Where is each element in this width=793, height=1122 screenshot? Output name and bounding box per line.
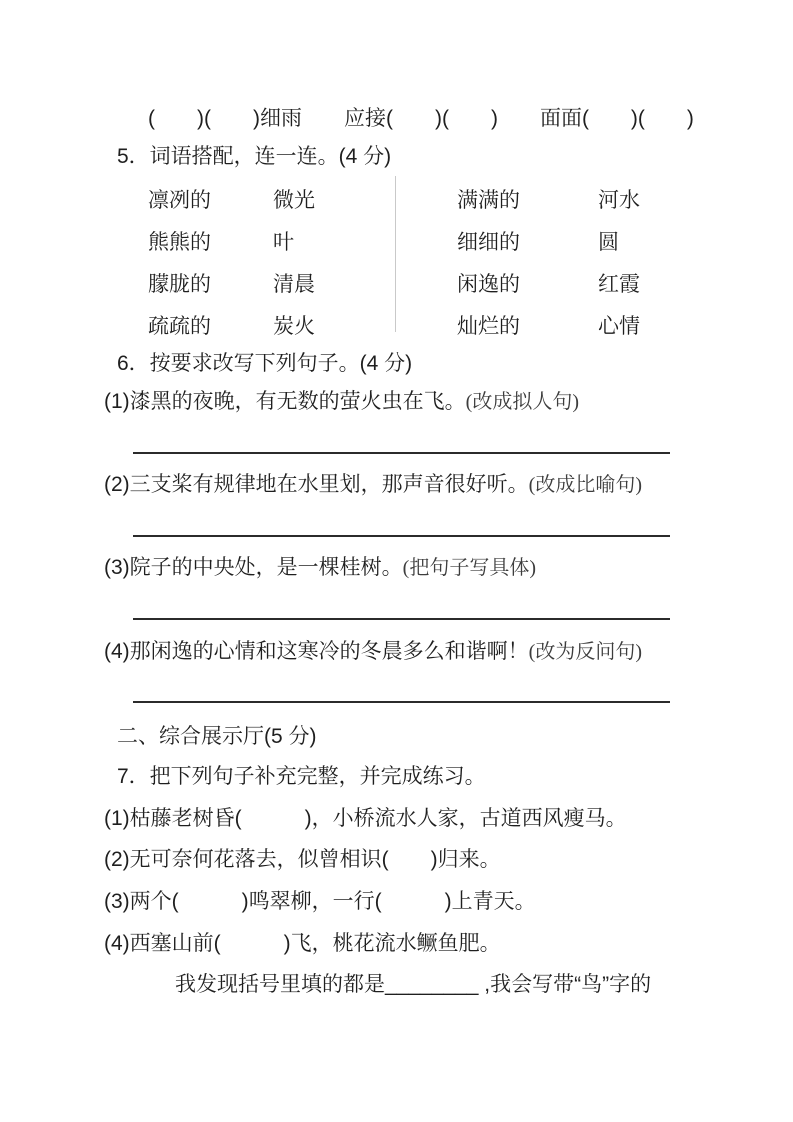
- q6-item-1-hint: (改成拟人句): [465, 391, 579, 413]
- q6-item-3: [104, 556, 536, 580]
- q6-item-3-text: (3)院子的中央处，是一棵桂树。: [104, 556, 403, 579]
- q7-item-3: (3)两个( )鸣翠柳，一行( )上青天。: [104, 890, 536, 913]
- q6-title: 6．按要求改写下列句子。(4 分): [117, 352, 413, 375]
- answer-line-4: [133, 701, 670, 703]
- q6-item-4-text: (4)那闲逸的心情和这寒冷的冬晨多么和谐啊！: [104, 640, 529, 663]
- q6-item-2-text: (2)三支桨有规律地在水里划，那声音很好听。: [104, 473, 529, 496]
- q5-title: 5．词语搭配，连一连。(4 分): [117, 145, 392, 168]
- match-word: 细细的: [457, 231, 520, 254]
- q7-discovery-note: 我发现括号里填的都是________ ,我会写带“鸟”字的: [175, 973, 652, 996]
- q6-item-3-hint: (把句子写具体): [402, 557, 536, 579]
- answer-line-2: [133, 535, 670, 537]
- q6-item-4: [104, 640, 642, 664]
- match-word: 炭火: [273, 315, 315, 338]
- match-group-divider: [395, 176, 396, 332]
- q7-item-4: (4)西塞山前( )飞，桃花流水鳜鱼肥。: [104, 932, 501, 955]
- q7-title: 7．把下列句子补充完整，并完成练习。: [117, 765, 486, 788]
- q7-item-2: (2)无可奈何花落去，似曾相识( )归来。: [104, 848, 501, 871]
- q6-item-1: [104, 390, 579, 414]
- match-word: 疏疏的: [148, 315, 211, 338]
- match-word: 闲逸的: [457, 273, 520, 296]
- q5-right-noun-column: [598, 180, 640, 348]
- q5-left-adjective-column: [148, 180, 211, 348]
- match-word: 凛冽的: [148, 189, 211, 212]
- answer-line-1: [133, 452, 670, 454]
- q6-item-2-hint: (改成比喻句): [528, 474, 642, 496]
- q5-right-adjective-column: [457, 180, 520, 348]
- match-word: 圆: [598, 231, 619, 254]
- match-word: 满满的: [457, 189, 520, 212]
- match-word: 灿烂的: [457, 315, 520, 338]
- q7-item-1: (1)枯藤老树昏( )，小桥流水人家，古道西风瘦马。: [104, 807, 627, 830]
- answer-line-3: [133, 618, 670, 620]
- match-word: 熊熊的: [148, 231, 211, 254]
- match-word: 叶: [273, 231, 294, 254]
- q6-item-1-text: (1)漆黑的夜晚，有无数的萤火虫在飞。: [104, 390, 466, 413]
- section-2-title: 二、综合展示厅(5 分): [117, 725, 317, 748]
- match-word: 清晨: [273, 273, 315, 296]
- q6-item-2: [104, 473, 642, 497]
- match-word: 微光: [273, 189, 315, 212]
- q6-item-4-hint: (改为反问句): [528, 641, 642, 663]
- match-word: 红霞: [598, 273, 640, 296]
- match-word: 心情: [598, 315, 640, 338]
- match-word: 河水: [598, 189, 640, 212]
- q5-left-noun-column: [273, 180, 315, 348]
- word-fill-blanks-line: ( )( )细雨 应接( )( ) 面面( )( ): [148, 107, 694, 130]
- match-word: 朦胧的: [148, 273, 211, 296]
